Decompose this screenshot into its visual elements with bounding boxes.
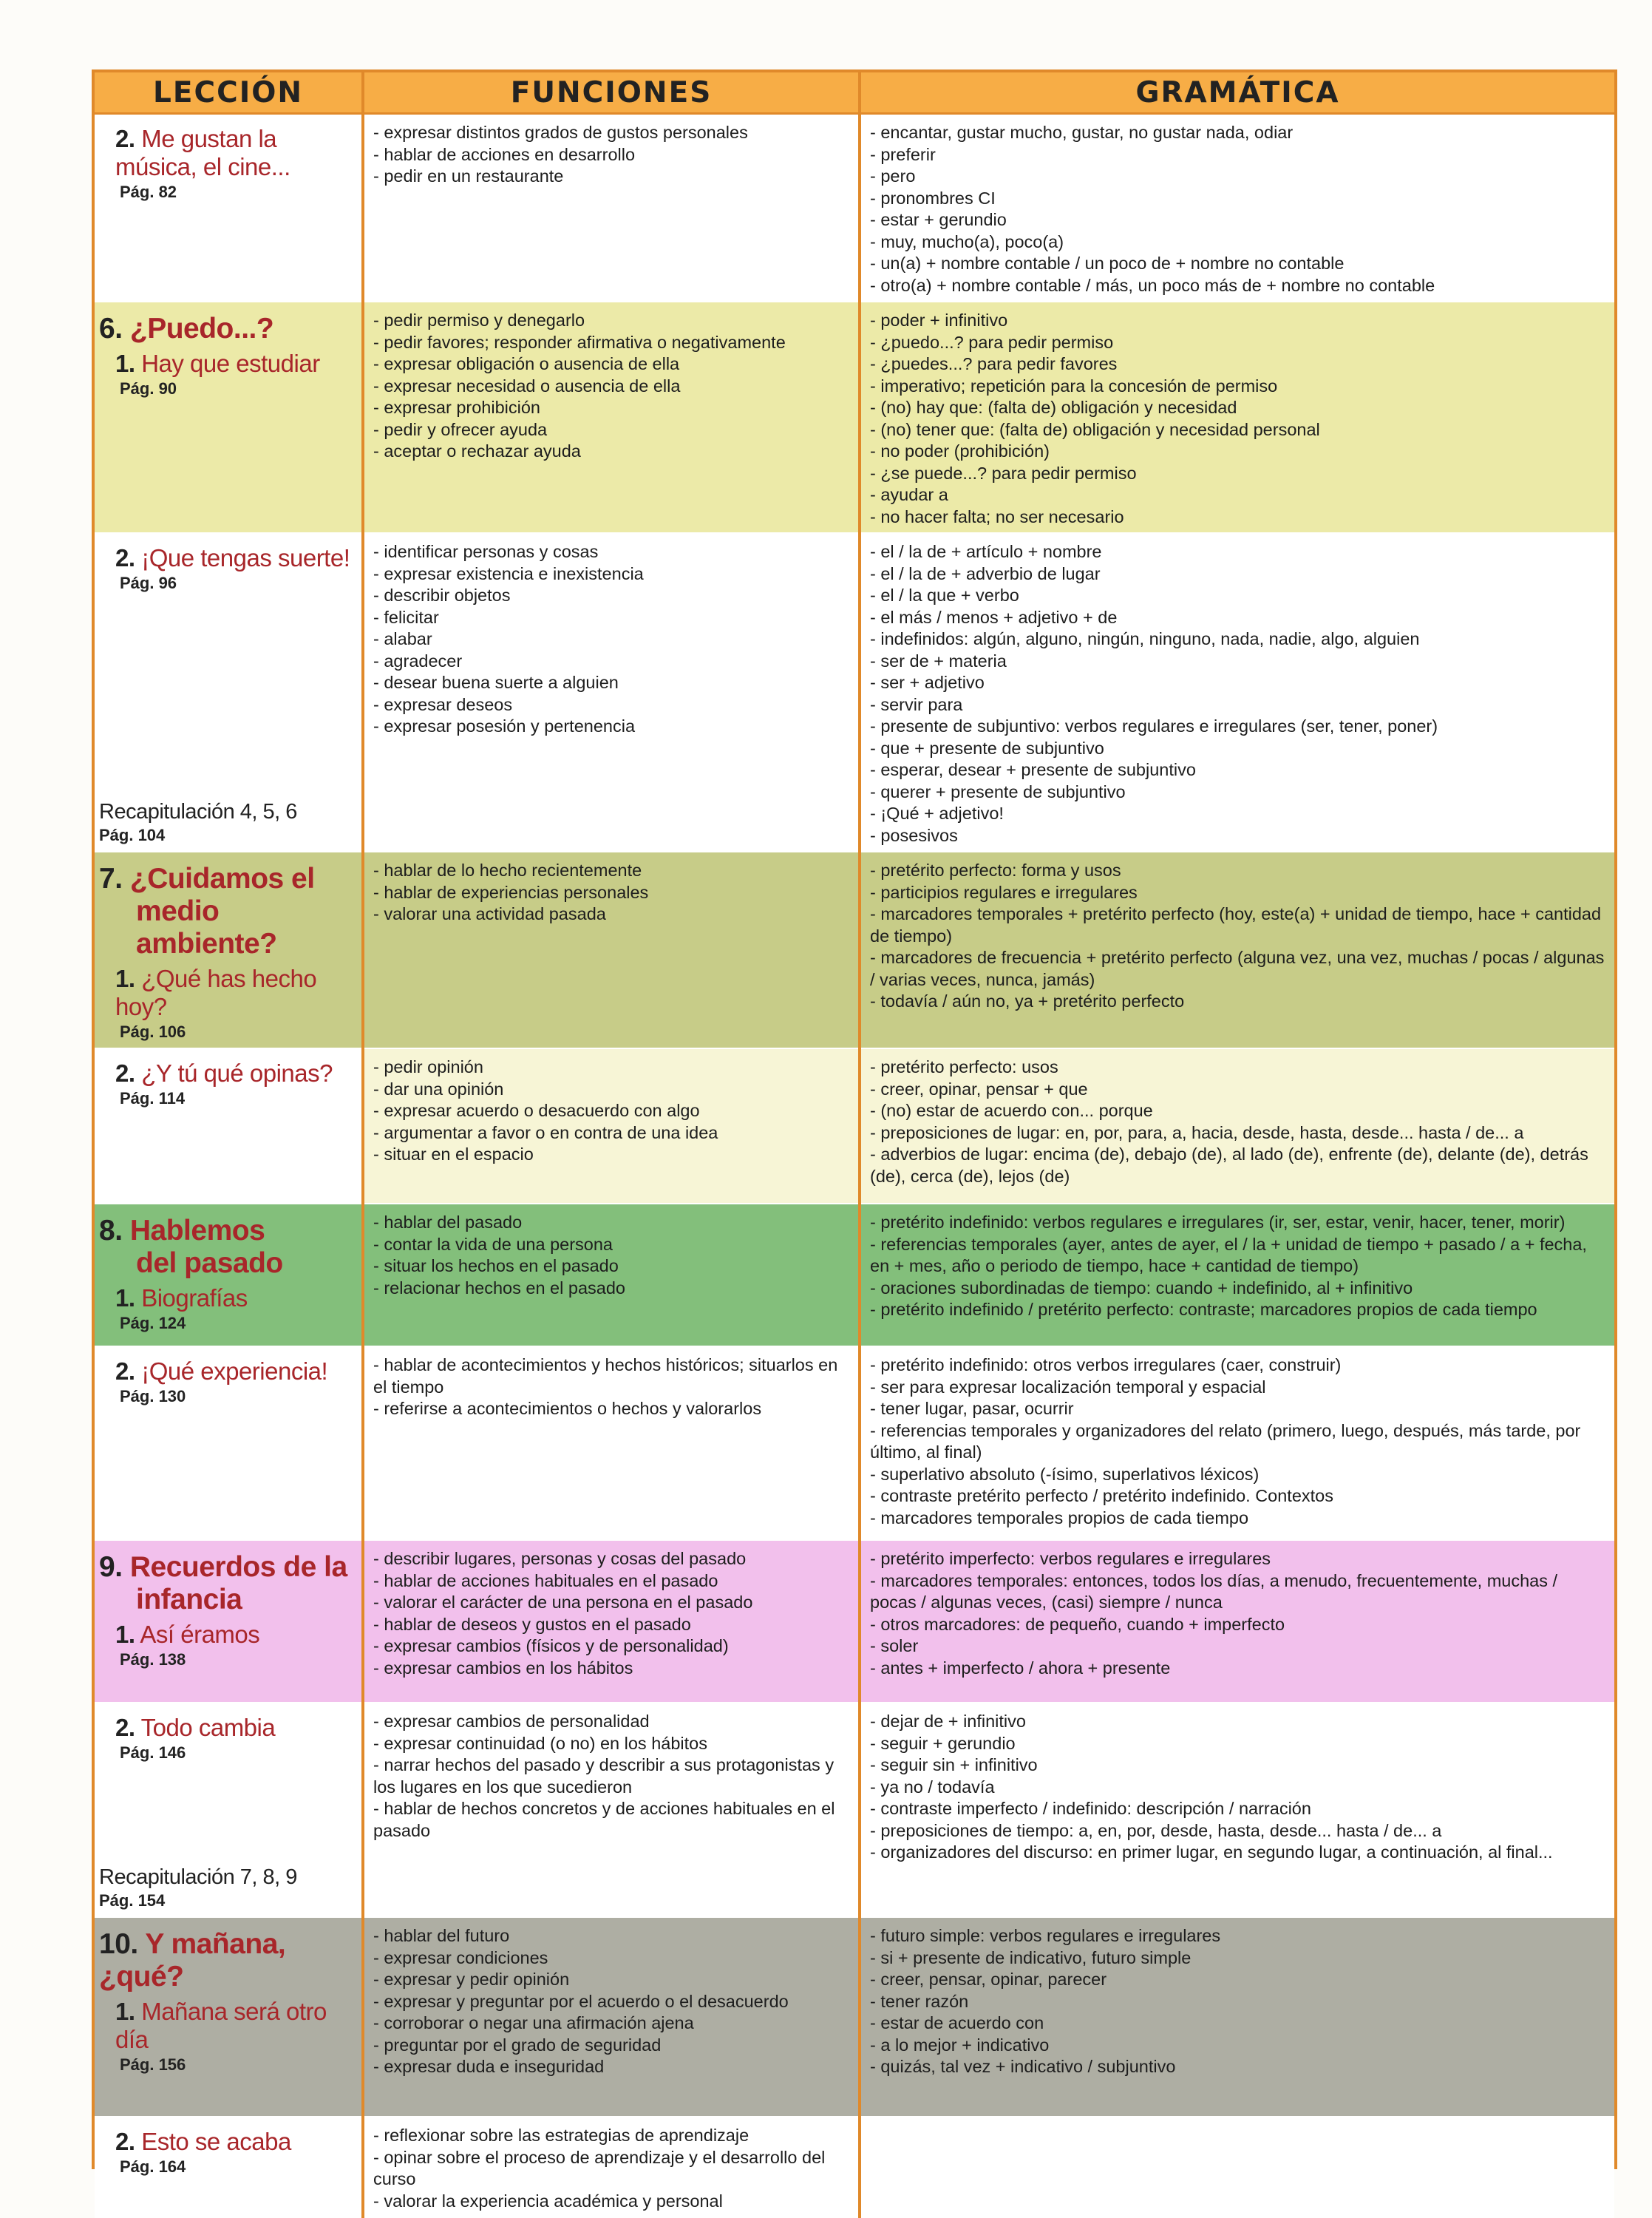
list-item: - expresar condiciones [373, 1947, 851, 1970]
lesson-title: ¿Qué has hecho hoy? [115, 965, 317, 1020]
list-item: - un(a) + nombre contable / un poco de + nombre no contable [870, 253, 1607, 275]
list-item: - posesivos [870, 825, 1607, 847]
gramatica-cell [860, 1048, 1614, 1204]
list-item: - el / la de + adverbio de lugar [870, 563, 1607, 586]
list-item: - hablar del futuro [373, 1925, 851, 1947]
list-item: - valorar el carácter de una persona en el pasado [373, 1592, 851, 1614]
list-item: - ¿puedes...? para pedir favores [870, 353, 1607, 376]
lesson-cell [95, 1917, 363, 2117]
list-item: - expresar cambios en los hábitos [373, 1658, 851, 1680]
list-item: - pedir y ofrecer ayuda [373, 419, 851, 441]
list-item: - reflexionar sobre las estrategias de aprendizaje [373, 2125, 851, 2147]
list-item: - preguntar por el grado de seguridad [373, 2035, 851, 2057]
list-item: - antes + imperfecto / ahora + presente [870, 1658, 1607, 1680]
table-row [95, 1540, 1614, 1703]
list-item: - pretérito perfecto: usos [870, 1057, 1607, 1079]
unit-number: 6. [99, 313, 123, 345]
lesson-title: ¡Qué experiencia! [141, 1357, 328, 1385]
lesson-cell [95, 533, 363, 852]
funciones-cell [363, 533, 860, 852]
lesson-cell [95, 2117, 363, 2217]
list-item: - oraciones subordinadas de tiempo: cuando + indefinido, al + infinitivo [870, 1278, 1607, 1300]
list-item: - marcadores temporales propios de cada tiempo [870, 1508, 1607, 1530]
list-item: - pedir opinión [373, 1057, 851, 1079]
page-ref: Pág. 82 [120, 183, 177, 201]
funciones-cell [363, 1703, 860, 1917]
lesson-number: 2. [115, 2128, 135, 2155]
list-item: - no poder (prohibición) [870, 441, 1607, 463]
list-item: - expresar duda e inseguridad [373, 2056, 851, 2078]
list-item: - servir para [870, 694, 1607, 716]
recap-block [95, 799, 297, 847]
list-item: - pero [870, 166, 1607, 188]
list-item: - pretérito indefinido: verbos regulares e irregulares (ir, ser, estar, venir, hacer, tener, morir) [870, 1212, 1607, 1234]
list-item: - aceptar o rechazar ayuda [373, 441, 851, 463]
list-item: - relacionar hechos en el pasado [373, 1278, 851, 1300]
list-item: - creer, pensar, opinar, parecer [870, 1969, 1607, 1991]
list-item: - ¿se puede...? para pedir permiso [870, 463, 1607, 485]
recap-block [95, 1865, 297, 1912]
list-item: - valorar la experiencia académica y personal [373, 2191, 851, 2213]
table-row [95, 852, 1614, 1048]
list-item: - describir lugares, personas y cosas del pasado [373, 1548, 851, 1570]
list-item: - preposiciones de lugar: en, por, para, a, hacia, desde, hasta, desde... hasta / de... a [870, 1122, 1607, 1144]
gramatica-cell [860, 1703, 1614, 1917]
gramatica-cell [860, 1204, 1614, 1346]
list-item: - poder + infinitivo [870, 310, 1607, 332]
list-item: - quizás, tal vez + indicativo / subjuntivo [870, 2056, 1607, 2078]
lesson-number: 1. [115, 1998, 135, 2025]
list-item: - hablar de deseos y gustos en el pasado [373, 1614, 851, 1636]
funciones-cell [363, 852, 860, 1048]
list-item: - pretérito indefinido: otros verbos irregulares (caer, construir) [870, 1354, 1607, 1377]
header-leccion: LECCIÓN [95, 72, 363, 114]
lesson-number: 2. [115, 1059, 135, 1087]
list-item: - expresar obligación o ausencia de ella [373, 353, 851, 376]
lesson-cell [95, 1540, 363, 1703]
list-item: - estar + gerundio [870, 209, 1607, 231]
list-item: - esperar, desear + presente de subjuntivo [870, 759, 1607, 781]
lesson-number: 1. [115, 350, 135, 377]
list-item: - soler [870, 1635, 1607, 1658]
list-item: - expresar y pedir opinión [373, 1969, 851, 1991]
list-item: - no hacer falta; no ser necesario [870, 506, 1607, 529]
page-ref: Pág. 146 [120, 1743, 186, 1762]
list-item: - (no) hay que: (falta de) obligación y necesidad [870, 397, 1607, 419]
list-item: - alabar [373, 628, 851, 651]
list-item: - pretérito indefinido / pretérito perfecto: contraste; marcadores propios de cada tiempo [870, 1299, 1607, 1321]
funciones-cell [363, 1917, 860, 2117]
list-item: - si + presente de indicativo, futuro simple [870, 1947, 1607, 1970]
gramatica-cell [860, 533, 1614, 852]
list-item: - pedir en un restaurante [373, 166, 851, 188]
unit-title-line-2: infancia [136, 1584, 242, 1615]
list-item: - contraste pretérito perfecto / pretérito indefinido. Contextos [870, 1485, 1607, 1508]
list-item: - hablar de experiencias personales [373, 882, 851, 904]
list-item: - tener lugar, pasar, ocurrir [870, 1398, 1607, 1420]
list-item: - tener razón [870, 1991, 1607, 2013]
lesson-cell [95, 1703, 363, 1917]
list-item: - pretérito perfecto: forma y usos [870, 860, 1607, 882]
list-item: - opinar sobre el proceso de aprendizaje y el desarrollo del curso [373, 2147, 851, 2191]
funciones-cell [363, 114, 860, 302]
list-item: - hablar de acontecimientos y hechos históricos; situarlos en el tiempo [373, 1354, 851, 1398]
list-item: - agradecer [373, 651, 851, 673]
list-item: - el más / menos + adjetivo + de [870, 607, 1607, 629]
lesson-title: Me gustan la música, el cine... [115, 125, 290, 180]
lesson-title: Esto se acaba [141, 2128, 291, 2155]
page-ref: Pág. 124 [120, 1314, 186, 1332]
list-item: - referirse a acontecimientos o hechos y valorarlos [373, 1398, 851, 1420]
lesson-title: Hay que estudiar [141, 350, 320, 377]
list-item: - dejar de + infinitivo [870, 1711, 1607, 1733]
lesson-title: Biografías [141, 1284, 248, 1312]
page-ref: Pág. 90 [120, 379, 177, 398]
funciones-cell [363, 1048, 860, 1204]
lesson-number: 1. [115, 1284, 135, 1312]
recap-page-ref: Pág. 104 [99, 826, 166, 844]
list-item: - expresar continuidad (o no) en los hábitos [373, 1733, 851, 1755]
list-item: - hablar de lo hecho recientemente [373, 860, 851, 882]
list-item: - referencias temporales (ayer, antes de ayer, el / la + unidad de tiempo + pasado / a + fecha, en + mes, año o periodo de tiempo, hace + cantidad de tiempo) [870, 1234, 1607, 1278]
lesson-number: 1. [115, 1621, 135, 1648]
list-item: - expresar cambios (físicos y de personalidad) [373, 1635, 851, 1658]
page-ref: Pág. 164 [120, 2157, 186, 2176]
lesson-number: 2. [115, 1357, 135, 1385]
table-row [95, 114, 1614, 302]
header-funciones: FUNCIONES [363, 72, 860, 114]
lesson-cell [95, 1346, 363, 1540]
gramatica-cell [860, 1346, 1614, 1540]
header-gramatica: GRAMÁTICA [860, 72, 1614, 114]
list-item: - todavía / aún no, ya + pretérito perfecto [870, 991, 1607, 1013]
list-item: - creer, opinar, pensar + que [870, 1079, 1607, 1101]
list-item: - identificar personas y cosas [373, 541, 851, 563]
list-item: - marcadores temporales + pretérito perfecto (hoy, este(a) + unidad de tiempo, hace + cantidad de tiempo) [870, 903, 1607, 947]
list-item: - ayudar a [870, 484, 1607, 506]
list-item: - que + presente de subjuntivo [870, 738, 1607, 760]
unit-title-line-2: medio ambiente? [136, 895, 277, 960]
funciones-cell [363, 1204, 860, 1346]
syllabus-table [92, 69, 1617, 2211]
funciones-cell [363, 2117, 860, 2217]
recap-title: Recapitulación 4, 5, 6 [99, 800, 297, 824]
list-item: - presente de subjuntivo: verbos regulares e irregulares (ser, tener, poner) [870, 716, 1607, 738]
list-item: - marcadores de frecuencia + pretérito perfecto (alguna vez, una vez, muchas / pocas / algunas / varias veces, nunca, jamás) [870, 947, 1607, 991]
list-item: - querer + presente de subjuntivo [870, 781, 1607, 804]
lesson-title: ¿Y tú qué opinas? [141, 1059, 333, 1087]
list-item: - expresar existencia e inexistencia [373, 563, 851, 586]
list-item: - corroborar o negar una afirmación ajena [373, 2012, 851, 2035]
list-item: - expresar necesidad o ausencia de ella [373, 376, 851, 398]
list-item: - expresar y preguntar por el acuerdo o el desacuerdo [373, 1991, 851, 2013]
list-item: - dar una opinión [373, 1079, 851, 1101]
list-item: - referencias temporales y organizadores del relato (primero, luego, después, más tarde, por último, al final) [870, 1420, 1607, 1464]
list-item: - expresar cambios de personalidad [373, 1711, 851, 1733]
list-item: - organizadores del discurso: en primer lugar, en segundo lugar, a continuación, al final... [870, 1842, 1607, 1864]
page-ref: Pág. 156 [120, 2055, 186, 2074]
unit-number: 9. [99, 1551, 123, 1583]
table-row [95, 1703, 1614, 1917]
list-item: - hablar de hechos concretos y de acciones habituales en el pasado [373, 1798, 851, 1842]
list-item: - ser + adjetivo [870, 672, 1607, 694]
lesson-number: 2. [115, 1714, 135, 1741]
lesson-number: 1. [115, 965, 135, 992]
lesson-cell [95, 1048, 363, 1204]
unit-number: 7. [99, 863, 123, 895]
list-item: - ser para expresar localización temporal y espacial [870, 1377, 1607, 1399]
list-item: - participios regulares e irregulares [870, 882, 1607, 904]
list-item: - seguir sin + infinitivo [870, 1754, 1607, 1777]
list-item: - argumentar a favor o en contra de una idea [373, 1122, 851, 1144]
list-item: - estar de acuerdo con [870, 2012, 1607, 2035]
funciones-cell [363, 1346, 860, 1540]
list-item: - narrar hechos del pasado y describir a sus protagonistas y los lugares en los que sucedieron [373, 1754, 851, 1798]
list-item: - expresar acuerdo o desacuerdo con algo [373, 1100, 851, 1122]
lesson-cell [95, 852, 363, 1048]
gramatica-cell [860, 2117, 1614, 2217]
list-item: - otros marcadores: de pequeño, cuando + imperfecto [870, 1614, 1607, 1636]
table-row [95, 1917, 1614, 2117]
lesson-title: ¡Que tengas suerte! [141, 544, 350, 572]
list-item: - preposiciones de tiempo: a, en, por, desde, hasta, desde... hasta / de... a [870, 1820, 1607, 1842]
funciones-cell [363, 302, 860, 533]
list-item: - pretérito imperfecto: verbos regulares e irregulares [870, 1548, 1607, 1570]
list-item: - indefinidos: algún, alguno, ningún, ninguno, nada, nadie, algo, alguien [870, 628, 1607, 651]
lesson-number: 2. [115, 544, 135, 572]
unit-title: ¿Puedo...? [129, 313, 274, 345]
list-item: - otro(a) + nombre contable / más, un poco más de + nombre no contable [870, 275, 1607, 297]
page-ref: Pág. 138 [120, 1650, 186, 1669]
list-item: - imperativo; repetición para la concesión de permiso [870, 376, 1607, 398]
list-item: - pedir favores; responder afirmativa o negativamente [373, 332, 851, 354]
list-item: - expresar deseos [373, 694, 851, 716]
page-ref: Pág. 114 [120, 1089, 186, 1108]
unit-title: Hablemos [129, 1215, 265, 1247]
table-row [95, 1204, 1614, 1346]
list-item: - ¡Qué + adjetivo! [870, 803, 1607, 825]
list-item: - hablar del pasado [373, 1212, 851, 1234]
unit-number: 8. [99, 1215, 123, 1247]
table-row [95, 533, 1614, 852]
recap-page-ref: Pág. 154 [99, 1891, 166, 1910]
gramatica-cell [860, 1540, 1614, 1703]
list-item: - (no) tener que: (falta de) obligación y necesidad personal [870, 419, 1607, 441]
funciones-cell [363, 1540, 860, 1703]
lesson-title: Todo cambia [140, 1714, 276, 1741]
unit-title: Recuerdos de la [129, 1551, 347, 1583]
list-item: - marcadores temporales: entonces, todos los días, a menudo, frecuentemente, muchas / pocas / algunas veces, (casi) siempre / nunca [870, 1570, 1607, 1614]
lesson-title: Así éramos [140, 1621, 260, 1648]
list-item: - superlativo absoluto (-ísimo, superlativos léxicos) [870, 1464, 1607, 1486]
list-item: - seguir + gerundio [870, 1733, 1607, 1755]
list-item: - pedir permiso y denegarlo [373, 310, 851, 332]
list-item: - adverbios de lugar: encima (de), debajo (de), al lado (de), enfrente (de), delante (de), detrás (de), cerca (de), lejos (de) [870, 1144, 1607, 1187]
unit-title-line-2: del pasado [136, 1247, 283, 1279]
list-item: - felicitar [373, 607, 851, 629]
list-item: - ¿puedo...? para pedir permiso [870, 332, 1607, 354]
list-item: - expresar distintos grados de gustos personales [373, 122, 851, 144]
list-item: - contar la vida de una persona [373, 1234, 851, 1256]
unit-title: Y mañana, ¿qué? [99, 1928, 286, 1993]
gramatica-cell [860, 114, 1614, 302]
table-row [95, 1048, 1614, 1204]
lesson-title: Mañana será otro día [115, 1998, 327, 2053]
list-item: - describir objetos [373, 585, 851, 607]
list-item: - desear buena suerte a alguien [373, 672, 851, 694]
list-item: - situar en el espacio [373, 1144, 851, 1166]
list-item: - pronombres CI [870, 188, 1607, 210]
list-item: - encantar, gustar mucho, gustar, no gustar nada, odiar [870, 122, 1607, 144]
list-item: - hablar de acciones habituales en el pasado [373, 1570, 851, 1593]
table-row [95, 1346, 1614, 1540]
gramatica-cell [860, 852, 1614, 1048]
list-item: - (no) estar de acuerdo con... porque [870, 1100, 1607, 1122]
list-item: - expresar prohibición [373, 397, 851, 419]
page-ref: Pág. 96 [120, 574, 177, 592]
table-row [95, 302, 1614, 533]
list-item: - muy, mucho(a), poco(a) [870, 231, 1607, 254]
page-ref: Pág. 106 [120, 1022, 186, 1041]
lesson-cell [95, 114, 363, 302]
list-item: - futuro simple: verbos regulares e irregulares [870, 1925, 1607, 1947]
list-item: - contraste imperfecto / indefinido: descripción / narración [870, 1798, 1607, 1820]
list-item: - preferir [870, 144, 1607, 166]
list-item: - ya no / todavía [870, 1777, 1607, 1799]
recap-title: Recapitulación 7, 8, 9 [99, 1865, 297, 1889]
list-item: - expresar posesión y pertenencia [373, 716, 851, 738]
list-item: - situar los hechos en el pasado [373, 1255, 851, 1278]
lesson-cell [95, 302, 363, 533]
lesson-cell [95, 1204, 363, 1346]
unit-number: 10. [99, 1928, 138, 1960]
table-row [95, 2117, 1614, 2217]
gramatica-cell [860, 302, 1614, 533]
page-ref: Pág. 130 [120, 1387, 186, 1405]
list-item: - a lo mejor + indicativo [870, 2035, 1607, 2057]
list-item: - valorar una actividad pasada [373, 903, 851, 926]
unit-title: ¿Cuidamos el [129, 863, 315, 895]
list-item: - el / la que + verbo [870, 585, 1607, 607]
list-item: - el / la de + artículo + nombre [870, 541, 1607, 563]
gramatica-cell [860, 1917, 1614, 2117]
lesson-number: 2. [115, 125, 135, 152]
list-item: - hablar de acciones en desarrollo [373, 144, 851, 166]
list-item: - ser de + materia [870, 651, 1607, 673]
